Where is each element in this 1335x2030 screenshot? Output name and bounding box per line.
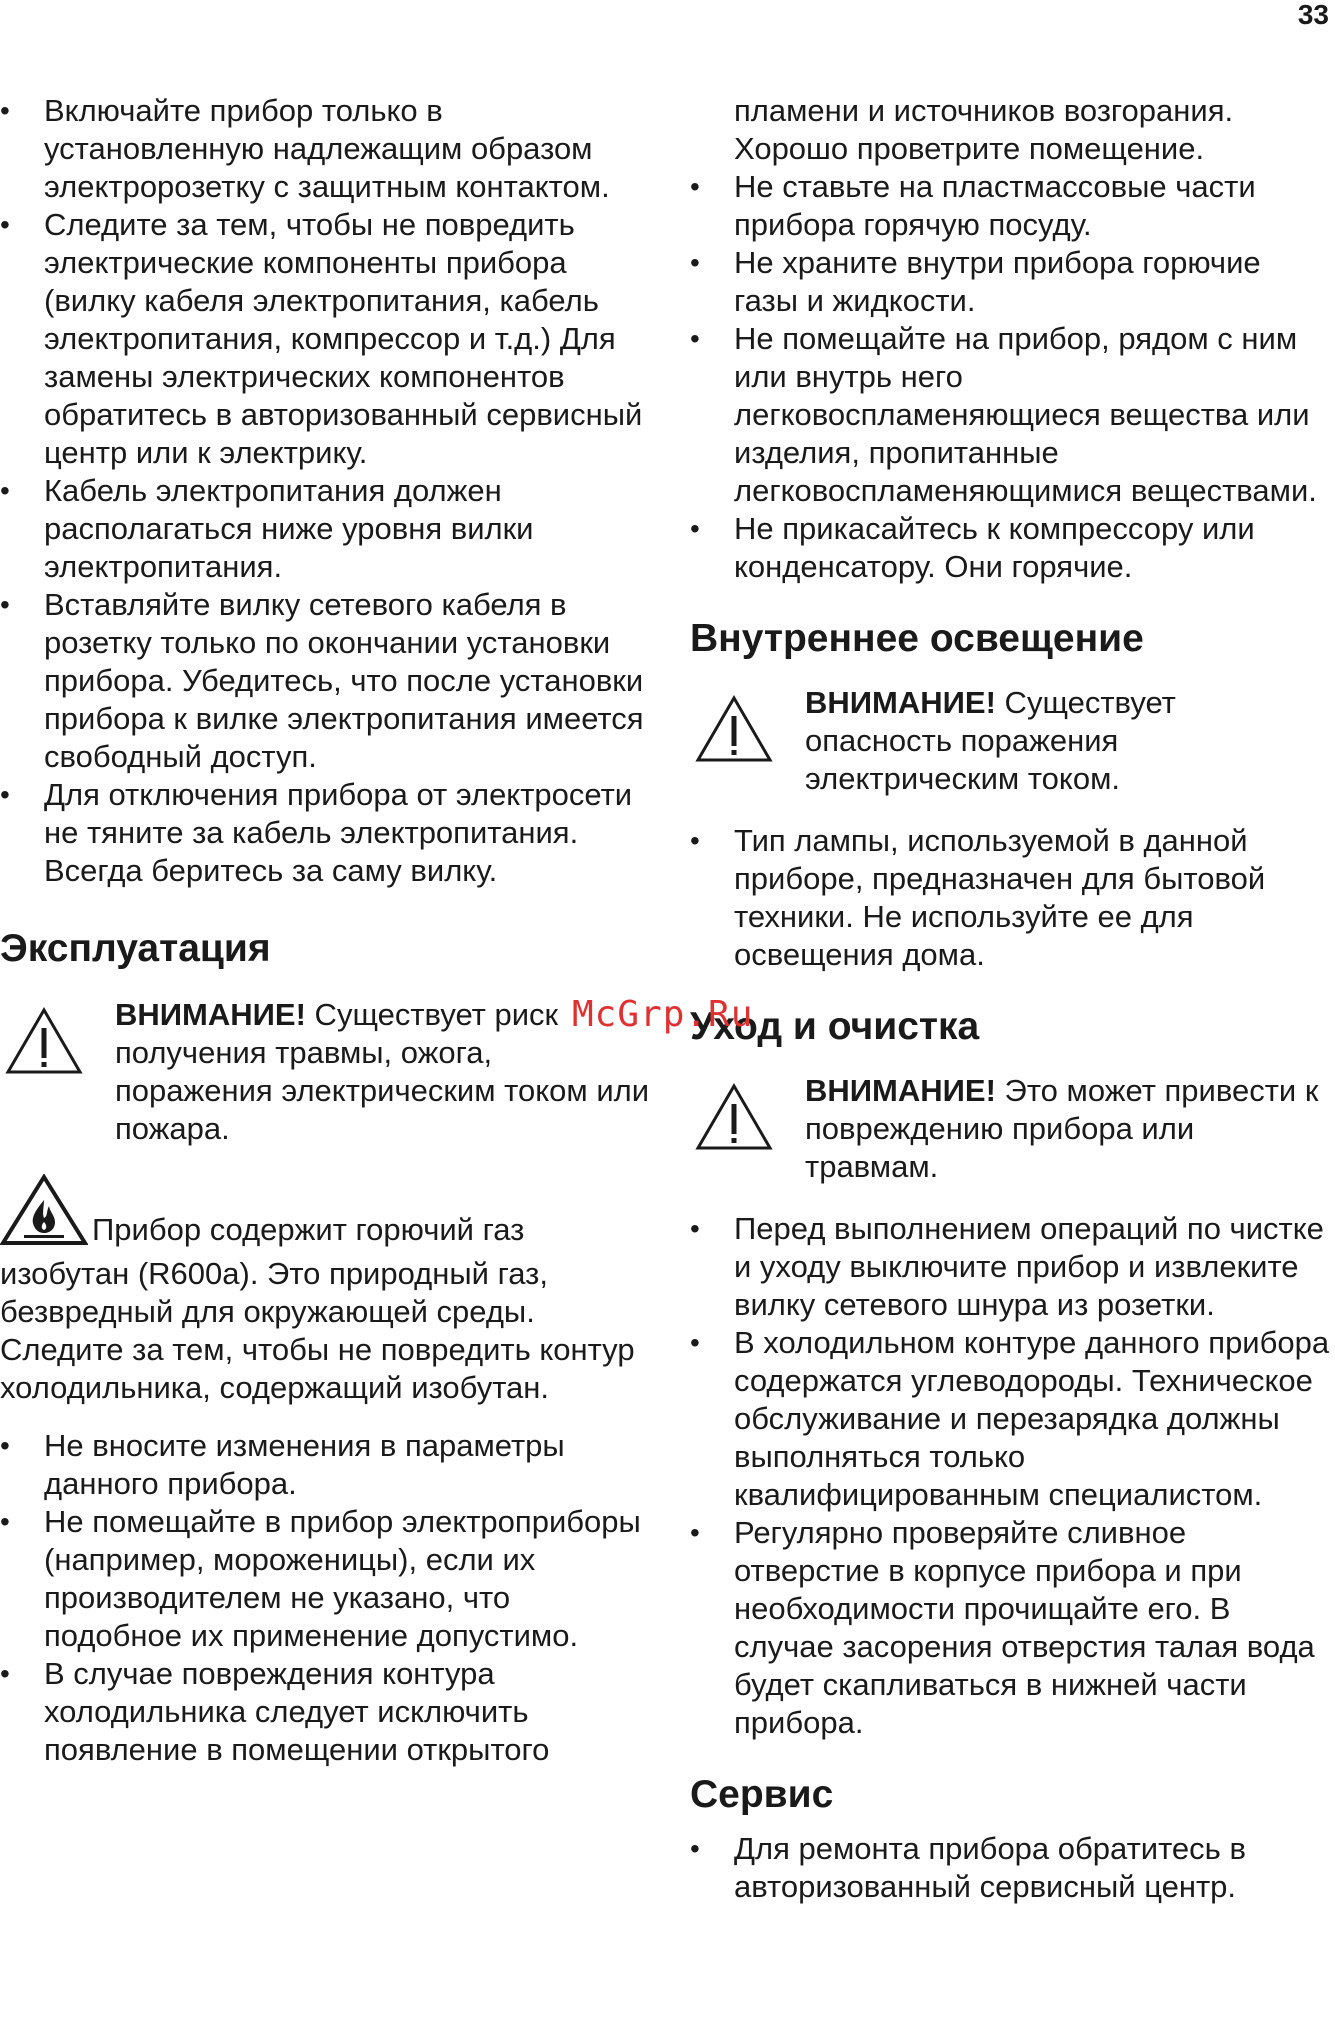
right-column — [690, 92, 1330, 1906]
list-item: • Не прикасайтесь к компрессору или конденсатору. Они горячие. — [690, 510, 1330, 586]
warning-triangle-icon — [694, 1082, 774, 1161]
warning-triangle-icon — [694, 694, 774, 773]
heading-interior-lighting: Внутреннее освещение — [690, 617, 1144, 660]
heading-service: Сервис — [690, 1773, 834, 1816]
list-item: • Не ставьте на пластмассовые части прибора горячую посуду. — [690, 168, 1330, 244]
list-item: • Не храните внутри прибора горючие газы и жидкости. — [690, 244, 1330, 320]
list-item: • Регулярно проверяйте сливное отверстие в корпусе прибора и при необходимости прочищайте его. В случае засорения отверстия талая вода будет скапливаться в нижней части прибора. — [690, 1514, 1330, 1742]
heading-operation: Эксплуатация — [0, 927, 271, 970]
warning-label: ВНИМАНИЕ! — [115, 997, 306, 1032]
warning-triangle-icon — [4, 1006, 84, 1085]
warning-care — [690, 1072, 1330, 1186]
warning-label: ВНИМАНИЕ! — [805, 1073, 996, 1108]
service-list — [690, 1830, 1330, 1906]
list-item: • Для ремонта прибора обратитесь в авторизованный сервисный центр. — [690, 1830, 1330, 1906]
list-item: • Не помещайте в прибор электроприборы (например, мороженицы), если их производителем не указано, что подобное их применение допустимо. — [0, 1503, 650, 1655]
warning-text: Это может привести к повреждению прибора или травмам. — [805, 1073, 1319, 1184]
flammable-warning-icon — [0, 1174, 88, 1255]
list-item: • Перед выполнением операций по чистке и уходу выключите прибор и извлеките вилку сетевого шнура из розетки. — [690, 1210, 1330, 1324]
warning-operation — [0, 996, 650, 1148]
heading-care-cleaning: Уход и очистка — [690, 1005, 980, 1048]
warning-lighting — [690, 684, 1330, 798]
list-item: • Для отключения прибора от электросети не тяните за кабель электропитания. Всегда беритесь за саму вилку. — [0, 776, 650, 890]
continuation-text: пламени и источников возгорания. Хорошо проветрите помещение. — [734, 93, 1234, 166]
warning-text: Существует риск получения травмы, ожога, поражения электрическим током или пожара. — [115, 997, 650, 1146]
care-list — [690, 1210, 1330, 1742]
safety-list-general — [690, 168, 1330, 586]
safety-list-electrical — [0, 92, 650, 890]
lighting-list — [690, 822, 1330, 974]
list-item: • Тип лампы, используемой в данной приборе, предназначен для бытовой техники. Не используйте ее для освещения дома. — [690, 822, 1330, 974]
warning-label: ВНИМАНИЕ! — [805, 685, 996, 720]
list-item: • Не вносите изменения в параметры данного прибора. — [0, 1427, 650, 1503]
flammable-text: Прибор содержит горючий газ изобутан (R600a). Это природный газ, безвредный для окружающей среды. Следите за тем, чтобы не повредить контур холодильника, содержащий изобутан. — [0, 1212, 635, 1405]
list-item: • Следите за тем, чтобы не повредить электрические компоненты прибора (вилку кабеля электропитания, кабель электропитания, компрессор и т.д.) Для замены электрических компонентов обратитесь в авторизованный сервисный центр или к электрику. — [0, 206, 650, 472]
list-item: • Включайте прибор только в установленную надлежащим образом электророзетку с защитным контактом. — [0, 92, 650, 206]
list-item: • Вставляйте вилку сетевого кабеля в розетку только по окончании установки прибора. Убедитесь, что после установки прибора к вилке электропитания имеется свободный доступ. — [0, 586, 650, 776]
list-item: • Не помещайте на прибор, рядом с ним или внутрь него легковоспламеняющиеся вещества или изделия, пропитанные легковоспламеняющимися веществами. — [690, 320, 1330, 510]
warning-text: Существует опасность поражения электрическим током. — [805, 685, 1176, 796]
list-item: • В случае повреждения контура холодильника следует исключить появление в помещении открытого — [0, 1655, 650, 1769]
left-column — [0, 92, 650, 1769]
list-item: • Кабель электропитания должен располагаться ниже уровня вилки электропитания. — [0, 472, 650, 586]
flammable-paragraph — [0, 1174, 650, 1407]
list-item: • В холодильном контуре данного прибора содержатся углеводороды. Техническое обслуживание и перезарядка должны выполняться только квалифицированным специалистом. — [690, 1324, 1330, 1514]
watermark: McGrp.Ru — [572, 994, 754, 1035]
page-number: 33 — [1297, 0, 1329, 30]
operation-list — [0, 1427, 650, 1769]
